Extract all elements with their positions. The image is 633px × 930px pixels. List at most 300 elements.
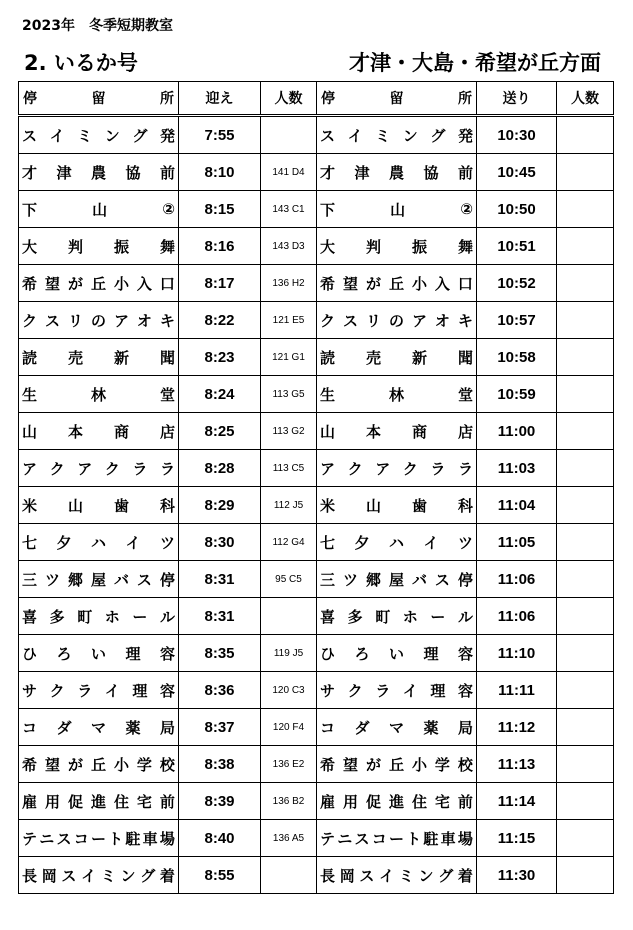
stop-char: ラ <box>132 459 148 478</box>
stop-char: 七 <box>320 533 336 552</box>
stop-char: 読 <box>320 348 336 367</box>
stop-char: サ <box>22 681 38 700</box>
stop-char: 発 <box>159 126 175 145</box>
stop-char: 着 <box>159 866 175 885</box>
stop-char: 駐 <box>423 829 439 848</box>
stop-char: 小 <box>113 755 129 774</box>
pickup-stop-cell <box>19 413 179 450</box>
stop-char: 容 <box>159 644 175 663</box>
stop-name <box>22 569 175 590</box>
stop-char: 才 <box>22 163 38 182</box>
stop-char: 商 <box>113 422 129 441</box>
stop-char: ス <box>342 311 358 330</box>
stop-char: ② <box>162 200 175 218</box>
stop-name <box>320 495 473 516</box>
pickup-count-cell: 112 J5 <box>261 487 317 524</box>
stop-char: ハ <box>90 533 106 552</box>
stop-char: 住 <box>113 792 129 811</box>
table-row <box>19 191 614 228</box>
stop-char: 山 <box>320 422 336 441</box>
stop-char: サ <box>320 681 336 700</box>
stop-char: ラ <box>159 459 175 478</box>
stop-char: 前 <box>457 792 473 811</box>
stop-name <box>320 791 473 812</box>
pickup-count-cell: 113 C5 <box>261 450 317 487</box>
stop-char: ク <box>347 681 363 700</box>
stop-char: マ <box>388 718 404 737</box>
dropoff-count-cell <box>557 487 614 524</box>
pickup-stop-cell <box>19 783 179 820</box>
stop-char: 容 <box>457 681 473 700</box>
stop-char: 望 <box>44 274 60 293</box>
stop-char: 理 <box>125 644 141 663</box>
stop-char: 屋 <box>90 570 106 589</box>
stop-char: ア <box>77 459 93 478</box>
stop-char: が <box>67 755 83 774</box>
table-row <box>19 154 614 191</box>
stop-name <box>22 791 175 812</box>
stop-name <box>320 754 473 775</box>
stop-char: 米 <box>320 496 336 515</box>
stop-char: ミ <box>100 866 116 885</box>
stop-char: 大 <box>22 237 38 256</box>
stop-char: 学 <box>434 755 450 774</box>
pickup-time-cell: 8:25 <box>179 413 261 450</box>
stop-char: 歯 <box>113 496 129 515</box>
stop-char: イ <box>125 533 141 552</box>
dropoff-stop-cell <box>317 302 477 339</box>
stop-name <box>22 273 175 294</box>
stop-name <box>22 754 175 775</box>
dropoff-stop-cell <box>317 339 477 376</box>
stop-char: 津 <box>354 163 370 182</box>
table-row <box>19 561 614 598</box>
dropoff-stop-cell <box>317 487 477 524</box>
dropoff-time-cell: 11:14 <box>477 783 557 820</box>
table-row <box>19 746 614 783</box>
stop-char: 小 <box>411 755 427 774</box>
stop-char: ツ <box>342 570 358 589</box>
stop-header-pickup <box>19 82 179 116</box>
stop-char: 発 <box>457 126 473 145</box>
stop-name <box>22 458 175 479</box>
stop-char: が <box>67 274 83 293</box>
stop-char: 岡 <box>41 866 57 885</box>
stop-char: 丘 <box>388 755 404 774</box>
stop-char: 着 <box>457 866 473 885</box>
header-row <box>19 82 614 116</box>
stop-char: 三 <box>320 570 336 589</box>
stop-char: ア <box>411 311 427 330</box>
stop-name <box>320 717 473 738</box>
pickup-count-cell: 113 G5 <box>261 376 317 413</box>
stop-char: コ <box>22 718 38 737</box>
dropoff-stop-cell <box>317 783 477 820</box>
stop-char: 郷 <box>365 570 381 589</box>
stop-char: 雇 <box>320 792 336 811</box>
stop-char: 宅 <box>136 792 152 811</box>
stop-char: 山 <box>390 200 406 219</box>
dropoff-count-cell <box>557 413 614 450</box>
stop-char: 米 <box>22 496 38 515</box>
count-header-dropoff: 人数 <box>557 82 614 116</box>
stop-name <box>320 532 473 553</box>
stop-char: 望 <box>342 274 358 293</box>
stop-name <box>320 347 473 368</box>
stop-char: 前 <box>159 163 175 182</box>
stop-char: ニ <box>39 829 55 848</box>
pickup-time-cell: 8:38 <box>179 746 261 783</box>
stop-name <box>320 310 473 331</box>
pickup-stop-cell <box>19 154 179 191</box>
stop-char: ク <box>49 459 65 478</box>
stop-char: 用 <box>44 792 60 811</box>
stop-name <box>22 828 175 849</box>
pickup-count-cell: 141 D4 <box>261 154 317 191</box>
year-title: 2023年 冬季短期教室 <box>22 18 173 34</box>
stop-char: ト <box>108 829 124 848</box>
dropoff-count-cell <box>557 783 614 820</box>
stop-char: 停 <box>457 570 473 589</box>
stop-char: ス <box>56 829 72 848</box>
table-row <box>19 672 614 709</box>
stop-char: 町 <box>77 607 93 626</box>
dropoff-stop-cell <box>317 376 477 413</box>
dropoff-time-cell: 10:59 <box>477 376 557 413</box>
pickup-count-cell: 136 H2 <box>261 265 317 302</box>
pickup-count-cell: 136 A5 <box>261 820 317 857</box>
pickup-count-cell: 121 G1 <box>261 339 317 376</box>
pickup-count-cell <box>261 598 317 635</box>
stop-char: 聞 <box>159 348 175 367</box>
stop-char: 商 <box>411 422 427 441</box>
stop-char: の <box>90 311 106 330</box>
stop-char: 町 <box>375 607 391 626</box>
stop-name <box>320 125 473 146</box>
pickup-stop-cell <box>19 450 179 487</box>
stop-char: ー <box>388 829 404 848</box>
stop-char: 農 <box>90 163 106 182</box>
stop-header-text <box>23 88 174 108</box>
table-row <box>19 635 614 672</box>
stop-name <box>22 125 175 146</box>
pickup-time-cell: 8:37 <box>179 709 261 746</box>
stop-char: 振 <box>411 237 427 256</box>
pickup-time-cell: 8:39 <box>179 783 261 820</box>
stop-char: ク <box>22 311 38 330</box>
table-row <box>19 376 614 413</box>
dropoff-count-cell <box>557 561 614 598</box>
pickup-time-cell: 8:36 <box>179 672 261 709</box>
stop-char: マ <box>90 718 106 737</box>
pickup-time-cell: 8:31 <box>179 598 261 635</box>
dropoff-stop-cell <box>317 746 477 783</box>
stop-char: 読 <box>22 348 38 367</box>
stop-name <box>22 421 175 442</box>
stop-char: イ <box>347 126 363 145</box>
stop-char: 生 <box>320 385 336 404</box>
stop-char: ン <box>104 126 120 145</box>
stop-name <box>320 421 473 442</box>
stop-char: ア <box>22 459 38 478</box>
stop-char: 歯 <box>411 496 427 515</box>
pickup-count-cell <box>261 116 317 154</box>
stop-char: が <box>365 755 381 774</box>
stop-char: い <box>90 644 106 663</box>
stop-char: ひ <box>22 644 38 663</box>
stop-char: 下 <box>320 200 336 219</box>
stop-char: ミ <box>77 126 93 145</box>
stop-char: 理 <box>423 644 439 663</box>
stop-char: 小 <box>113 274 129 293</box>
dropoff-stop-cell <box>317 191 477 228</box>
stop-name <box>320 606 473 627</box>
dropoff-count-cell <box>557 228 614 265</box>
stop-char: 科 <box>159 496 175 515</box>
stop-char: バ <box>113 570 129 589</box>
pickup-time-cell: 8:15 <box>179 191 261 228</box>
dropoff-time-cell: 11:13 <box>477 746 557 783</box>
dropoff-count-cell <box>557 857 614 894</box>
stop-char: 津 <box>56 163 72 182</box>
stop-char: 望 <box>44 755 60 774</box>
table-row <box>19 598 614 635</box>
stop-char: 判 <box>67 237 83 256</box>
pickup-time-cell: 8:28 <box>179 450 261 487</box>
dropoff-count-cell <box>557 191 614 228</box>
dropoff-count-cell <box>557 524 614 561</box>
stop-char: ホ <box>104 607 120 626</box>
stop-char: 留 <box>389 91 404 107</box>
stop-char: ク <box>104 459 120 478</box>
stop-char: 学 <box>136 755 152 774</box>
pickup-stop-cell <box>19 302 179 339</box>
dropoff-header: 送り <box>477 82 557 116</box>
pickup-count-cell: 95 C5 <box>261 561 317 598</box>
stop-char: 駐 <box>125 829 141 848</box>
pickup-time-cell: 8:30 <box>179 524 261 561</box>
stop-char: ス <box>354 829 370 848</box>
stop-char: ス <box>434 570 450 589</box>
stop-char: 下 <box>22 200 38 219</box>
pickup-time-cell: 8:55 <box>179 857 261 894</box>
stop-char: ミ <box>375 126 391 145</box>
dropoff-time-cell: 11:05 <box>477 524 557 561</box>
stop-header-text <box>321 88 472 108</box>
pickup-count-cell: 120 F4 <box>261 709 317 746</box>
dropoff-time-cell: 11:12 <box>477 709 557 746</box>
pickup-stop-cell <box>19 598 179 635</box>
dropoff-time-cell: 10:52 <box>477 265 557 302</box>
stop-name <box>320 828 473 849</box>
dropoff-count-cell <box>557 672 614 709</box>
stop-char: リ <box>67 311 83 330</box>
stop-char: グ <box>430 126 446 145</box>
stop-char: 振 <box>113 237 129 256</box>
dropoff-stop-cell <box>317 413 477 450</box>
stop-char: 進 <box>90 792 106 811</box>
pickup-time-cell: 8:35 <box>179 635 261 672</box>
stop-char: ア <box>375 459 391 478</box>
stop-char: 希 <box>22 755 38 774</box>
stop-char: ミ <box>398 866 414 885</box>
stop-char: 屋 <box>388 570 404 589</box>
count-header-pickup: 人数 <box>261 82 317 116</box>
stop-char: ろ <box>354 644 370 663</box>
stop-char: 前 <box>457 163 473 182</box>
pickup-time-cell: 8:22 <box>179 302 261 339</box>
stop-char: ク <box>402 459 418 478</box>
stop-char: 郷 <box>67 570 83 589</box>
stop-char: ス <box>320 126 336 145</box>
timetable <box>18 81 614 894</box>
stop-name <box>320 643 473 664</box>
stop-char: 入 <box>136 274 152 293</box>
stop-char: 七 <box>22 533 38 552</box>
stop-char: 校 <box>159 755 175 774</box>
stop-char: コ <box>371 829 387 848</box>
stop-char: ト <box>406 829 422 848</box>
table-row <box>19 228 614 265</box>
stop-char: 多 <box>347 607 363 626</box>
stop-char: 判 <box>365 237 381 256</box>
dropoff-time-cell: 10:45 <box>477 154 557 191</box>
stop-char: 店 <box>159 422 175 441</box>
stop-char: キ <box>159 311 175 330</box>
stop-char: 停 <box>23 91 37 107</box>
stop-char: ダ <box>354 718 370 737</box>
dropoff-count-cell <box>557 635 614 672</box>
pickup-stop-cell <box>19 635 179 672</box>
stop-char: ツ <box>44 570 60 589</box>
dropoff-stop-cell <box>317 561 477 598</box>
stop-char: 夕 <box>354 533 370 552</box>
stop-char: 農 <box>388 163 404 182</box>
stop-char: 本 <box>67 422 83 441</box>
dropoff-count-cell <box>557 265 614 302</box>
dropoff-count-cell <box>557 598 614 635</box>
pickup-count-cell: 136 B2 <box>261 783 317 820</box>
pickup-count-cell: 113 G2 <box>261 413 317 450</box>
stop-name <box>320 458 473 479</box>
stop-char: 堂 <box>457 385 473 404</box>
pickup-stop-cell <box>19 857 179 894</box>
stop-char: ス <box>61 866 77 885</box>
stop-char: ニ <box>337 829 353 848</box>
stop-char: 丘 <box>90 274 106 293</box>
stop-char: 希 <box>320 755 336 774</box>
stop-char: 所 <box>458 91 472 107</box>
pickup-stop-cell <box>19 709 179 746</box>
stop-char: オ <box>136 311 152 330</box>
stop-name <box>22 717 175 738</box>
stop-char: 科 <box>457 496 473 515</box>
stop-char: 堂 <box>159 385 175 404</box>
stop-char: 用 <box>342 792 358 811</box>
dropoff-time-cell: 11:30 <box>477 857 557 894</box>
stop-name <box>22 532 175 553</box>
stop-char: 車 <box>142 829 158 848</box>
stop-char: 希 <box>320 274 336 293</box>
stop-char: ス <box>44 311 60 330</box>
stop-char: 入 <box>434 274 450 293</box>
stop-char: ク <box>49 681 65 700</box>
stop-char: 促 <box>67 792 83 811</box>
stop-char: ツ <box>159 533 175 552</box>
dropoff-stop-cell <box>317 820 477 857</box>
stop-char: 宅 <box>434 792 450 811</box>
pickup-stop-cell <box>19 376 179 413</box>
stop-char: 協 <box>125 163 141 182</box>
dropoff-count-cell <box>557 302 614 339</box>
stop-char: ラ <box>430 459 446 478</box>
stop-char: 舞 <box>457 237 473 256</box>
stop-char: テ <box>22 829 38 848</box>
dropoff-time-cell: 11:06 <box>477 598 557 635</box>
dropoff-time-cell: 11:15 <box>477 820 557 857</box>
stop-char: テ <box>320 829 336 848</box>
pickup-time-cell: 7:55 <box>179 116 261 154</box>
pickup-stop-cell <box>19 116 179 154</box>
stop-char: ラ <box>77 681 93 700</box>
timetable-body <box>19 116 614 894</box>
pickup-time-cell: 8:23 <box>179 339 261 376</box>
stop-char: グ <box>132 126 148 145</box>
dropoff-count-cell <box>557 450 614 487</box>
stop-name <box>22 236 175 257</box>
dropoff-stop-cell <box>317 154 477 191</box>
stop-char: ン <box>418 866 434 885</box>
stop-char: 新 <box>411 348 427 367</box>
stop-char: リ <box>365 311 381 330</box>
destination-title: 才津・大島・希望が丘方面 <box>349 51 601 75</box>
stop-char: 場 <box>159 829 175 848</box>
dropoff-stop-cell <box>317 598 477 635</box>
route-name: 2. いるか号 <box>24 51 138 75</box>
pickup-time-cell: 8:31 <box>179 561 261 598</box>
stop-char: 留 <box>91 91 106 107</box>
stop-char: ひ <box>320 644 336 663</box>
stop-name <box>22 162 175 183</box>
stop-char: 丘 <box>388 274 404 293</box>
stop-char: ア <box>113 311 129 330</box>
dropoff-stop-cell <box>317 709 477 746</box>
dropoff-stop-cell <box>317 116 477 154</box>
stop-char: イ <box>402 681 418 700</box>
stop-name <box>320 384 473 405</box>
stop-char: 望 <box>342 755 358 774</box>
stop-char: 薬 <box>125 718 141 737</box>
stop-char: 山 <box>92 200 108 219</box>
table-row <box>19 783 614 820</box>
dropoff-count-cell <box>557 339 614 376</box>
stop-char: 容 <box>457 644 473 663</box>
pickup-count-cell: 121 E5 <box>261 302 317 339</box>
stop-name <box>320 569 473 590</box>
stop-name <box>22 680 175 701</box>
stop-char: 所 <box>160 91 174 107</box>
stop-char: 本 <box>365 422 381 441</box>
stop-char: イ <box>104 681 120 700</box>
stop-name <box>320 199 473 220</box>
stop-name <box>22 347 175 368</box>
stop-char: 協 <box>423 163 439 182</box>
pickup-time-cell: 8:16 <box>179 228 261 265</box>
pickup-stop-cell <box>19 672 179 709</box>
stop-char: 前 <box>159 792 175 811</box>
pickup-stop-cell <box>19 524 179 561</box>
stop-char: 丘 <box>90 755 106 774</box>
